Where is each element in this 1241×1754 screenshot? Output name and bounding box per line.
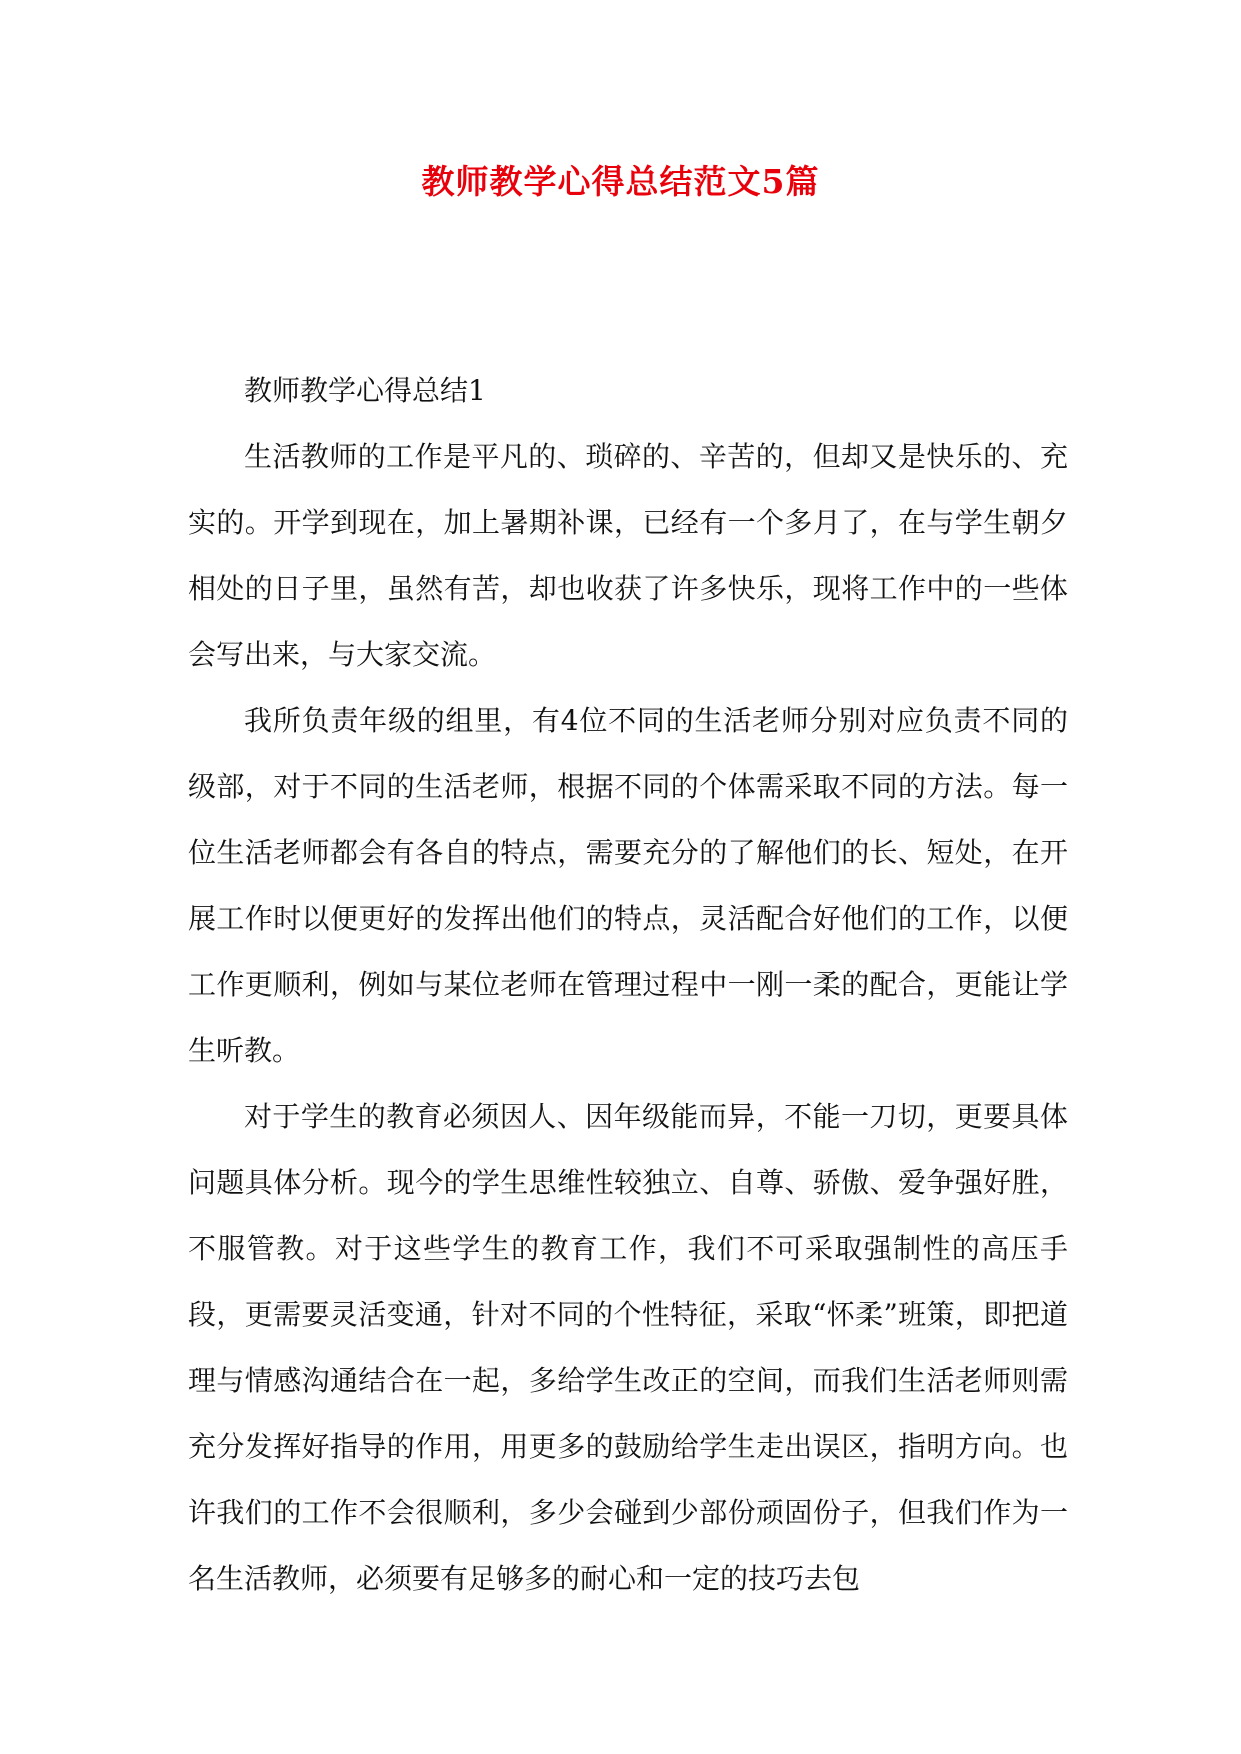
paragraph-1: 生活教师的工作是平凡的、琐碎的、辛苦的，但却又是快乐的、充实的。开学到现在，加上暑期补课，已经有一个多月了，在与学生朝夕相处的日子里，虽然有苦，却也收获了许多快乐，现将工作中的一些体会写出来，与大家交流。 bbox=[188, 440, 1068, 671]
paragraph-3: 对于学生的教育必须因人、因年级能而异，不能一刀切，更要具体问题具体分析。现今的学生思维性较独立、自尊、骄傲、爱争强好胜，不服管教。对于这些学生的教育工作，我们不可采取强制性的高压手段，更需要灵活变通，针对不同的个性特征，采取“怀柔”班策，即把道理与情感沟通结合在一起，多给学生改正的空间，而我们生活老师则需充分发挥好指导的作用，用更多的鼓励给学生走出误区，指明方向。也许我们的工作不会很顺利，多少会碰到少部份顽固份子，但我们作为一名生活教师，必须要有足够多的耐心和一定的技巧去包 bbox=[188, 1100, 1068, 1595]
document-body bbox=[188, 358, 1068, 1612]
paragraph-2: 我所负责年级的组里，有4位不同的生活老师分别对应负责不同的级部，对于不同的生活老师，根据不同的个体需采取不同的方法。每一位生活老师都会有各自的特点，需要充分的了解他们的长、短处，在开展工作时以便更好的发挥出他们的特点，灵活配合好他们的工作，以便工作更顺利，例如与某位老师在管理过程中一刚一柔的配合，更能让学生听教。 bbox=[188, 704, 1068, 1067]
section-heading: 教师教学心得总结1 bbox=[244, 374, 486, 407]
document-title: 教师教学心得总结范文5篇 bbox=[421, 162, 820, 201]
